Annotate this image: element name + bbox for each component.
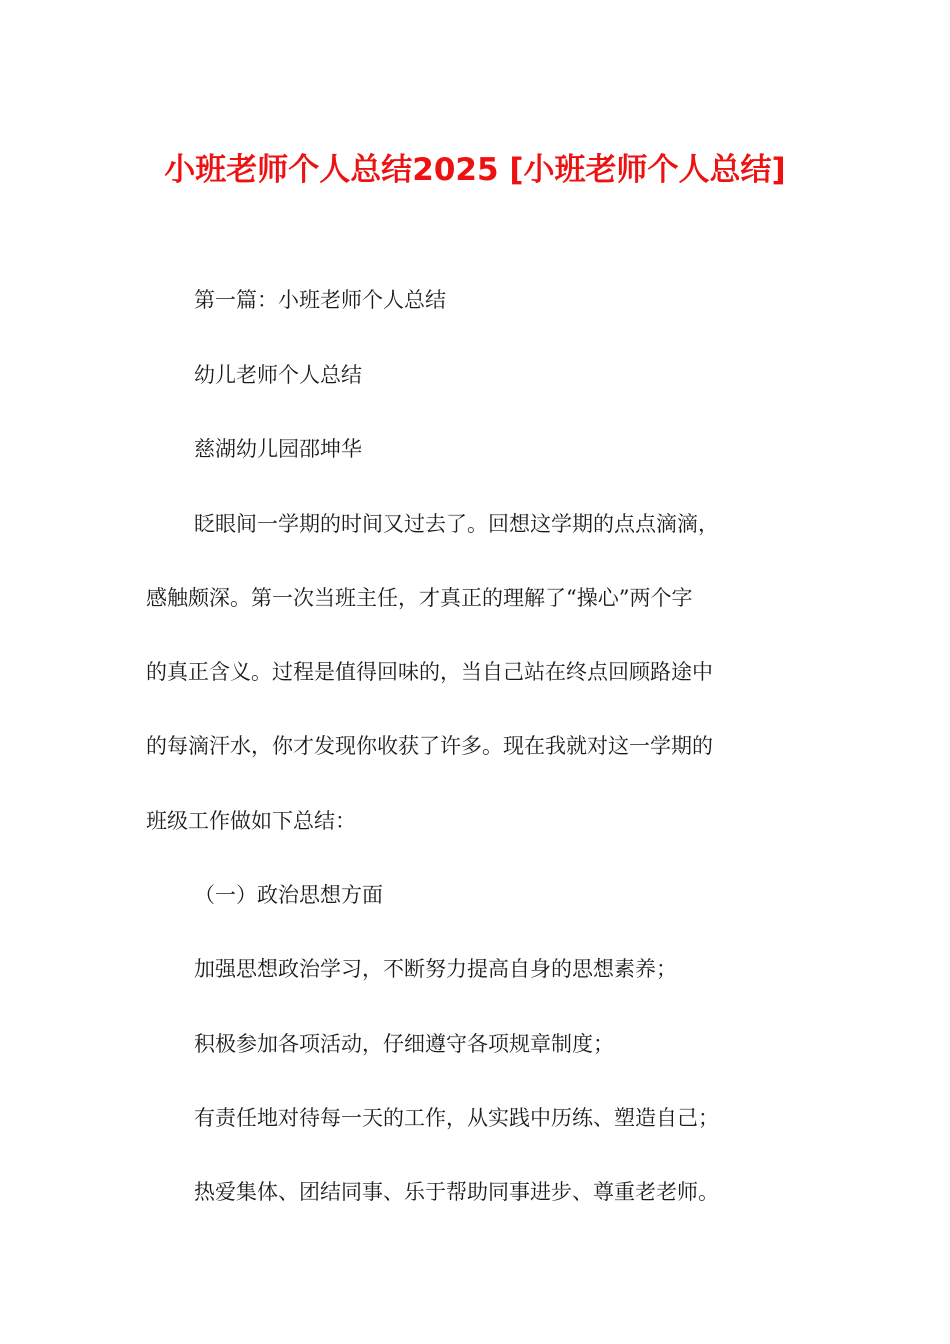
body-line: 热爱集体、团结同事、乐于帮助同事进步、尊重老老师。 [194,1180,719,1204]
body-line: 班级工作做如下总结： [146,809,356,833]
section-heading: 第一篇：小班老师个人总结 [194,288,446,312]
body-line: 有责任地对待每一天的工作，从实践中历练、塑造自己； [194,1106,719,1130]
body-line: 的真正含义。过程是值得回味的，当自己站在终点回顾路途中 [146,660,713,684]
body-line: 的每滴汗水，你才发现你收获了许多。现在我就对这一学期的 [146,734,713,758]
body-line: 积极参加各项活动，仔细遵守各项规章制度； [194,1032,614,1056]
body-line: 加强思想政治学习，不断努力提高自身的思想素养； [194,957,677,981]
body-line: 感触颇深。第一次当班主任，才真正的理解了“操心”两个字 [146,586,693,610]
subsection-heading: （一）政治思想方面 [194,883,383,907]
body-line: 眨眼间一学期的时间又过去了。回想这学期的点点滴滴， [194,512,719,536]
author-line: 慈湖幼儿园邵坤华 [194,437,362,461]
subtitle: 幼儿老师个人总结 [194,363,362,387]
document-title: 小班老师个人总结2025 [小班老师个人总结] [164,152,786,188]
